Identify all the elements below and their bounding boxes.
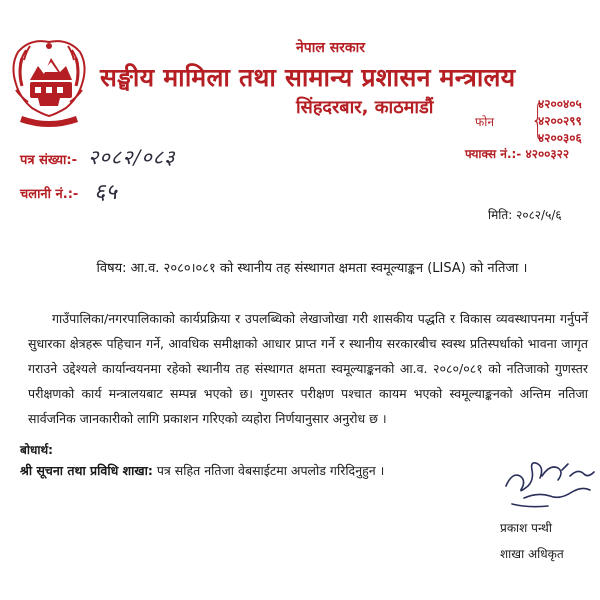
signer-name: प्रकाश पन्थी — [500, 521, 552, 535]
chalani-value: ६५ — [94, 180, 117, 205]
phone-number: ४२००२९९ — [538, 114, 582, 128]
patra-sankhya-label: पत्र संख्या:- — [20, 153, 77, 168]
letter-date: मिति: २०८२/५/६ — [488, 208, 562, 222]
patra-sankhya-value: २०८२/०८३ — [88, 145, 176, 169]
cc-recipient: श्री सूचना तथा प्रविधि शाखा: — [20, 463, 153, 478]
chalani-label: चलानी नं.:- — [20, 187, 79, 202]
cc-line — [20, 462, 384, 479]
letter-body: गाउँपालिका/नगरपालिकाको कार्यप्रक्रिया र उपलब्धिको लेखाजोखा गरी शासकीय पद्धति र विकास व्यवस्थापनमा गर्नुपर्ने सुधारका क्षेत्रहरू पहिचान गर्ने, आवधिक समीक्षाको आधार प्राप्त गर्ने र स्थानीय सरकारबीच स्वस्थ प्रतिस्पर्धाको भावना जागृत गराउने उद्देश्यले कार्यान्वयनमा रहेको स्थानीय तह संस्थागत क्षमता स्वमूल्याङ्कनको आ.व. २०८०/०८१ को नतिजाको गुणस्तर परीक्षणको कार्य मन्त्रालयबाट सम्पन्न भएको छ। गुणस्तर परीक्षण पश्चात कायम भएको स्वमूल्याङ्कनको अन्तिम नतिजा सार्वजनिक जानकारीको लागि प्रकाशन गरिएको व्यहोरा निर्णयानुसार अनुरोध छ । — [28, 311, 588, 426]
nepal-emblem-icon — [8, 36, 90, 136]
phone-numbers — [538, 96, 582, 147]
government-name: नेपाल सरकार — [296, 40, 366, 56]
phone-number: ४२००४०५ — [538, 97, 582, 111]
handwritten-signature — [498, 446, 600, 516]
phone-brace: { — [531, 97, 545, 143]
letter-subject: विषय: आ.व. २०८०।०८१ को स्थानीय तह संस्थागत क्षमता स्वमूल्याङ्कन (LISA) को नतिजा । — [96, 261, 528, 276]
ministry-address: सिंहदरबार, काठमाडौं — [296, 97, 434, 118]
phone-label: फोन — [475, 115, 495, 129]
cc-instruction: पत्र सहित नतिजा वेबसाईटमा अपलोड गरिदिनुहुन । — [156, 463, 385, 478]
cc-label: बोधार्थ: — [20, 443, 53, 457]
signer-title: शाखा अधिकृत — [500, 547, 564, 561]
ministry-name: सङ्घीय मामिला तथा सामान्य प्रशासन मन्त्रालय — [100, 63, 516, 92]
phone-number: ४२००३०६ — [538, 131, 582, 145]
fax-number: फ्याक्स नं.:- ४२००३२२ — [465, 147, 570, 161]
